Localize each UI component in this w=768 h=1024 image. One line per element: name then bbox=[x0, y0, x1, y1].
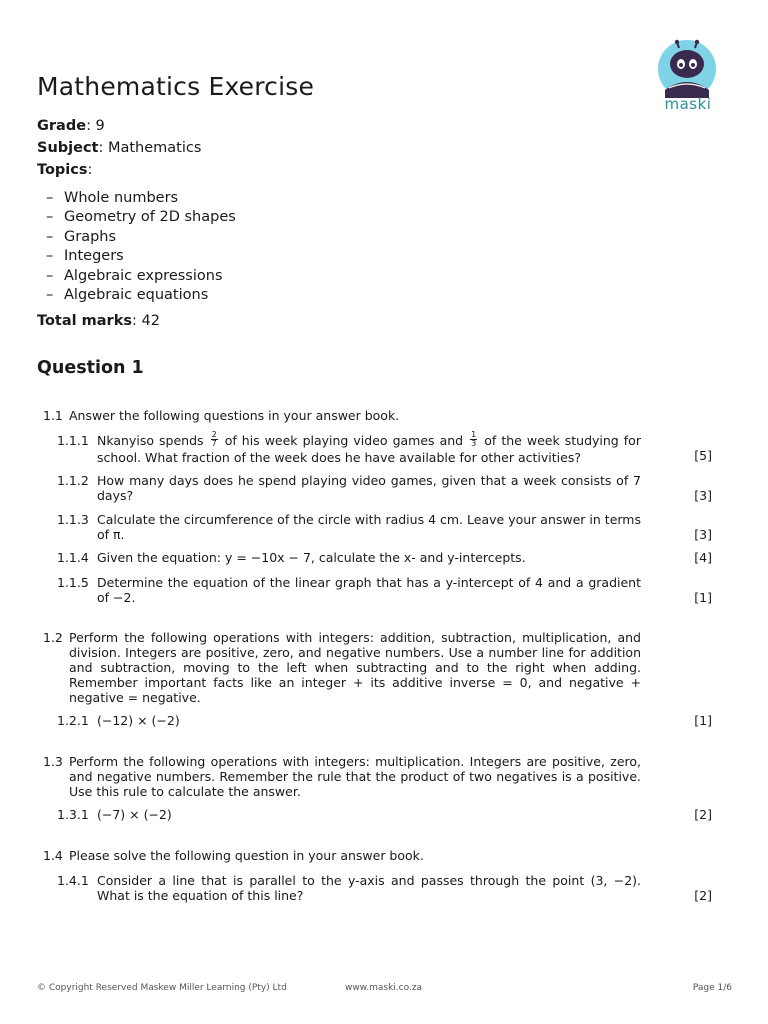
question-text: How many days does he spend playing video games, given that a week consists of 7 days? bbox=[97, 473, 641, 503]
section-text: Please solve the following question in your answer book. bbox=[69, 848, 424, 863]
fraction-one-third: $\frac{1}{3}$ bbox=[471, 430, 477, 448]
question-text: (−7) × (−2) bbox=[97, 807, 172, 822]
section-number: 1.3 bbox=[43, 754, 63, 769]
topics-line bbox=[37, 162, 92, 178]
question-text: Given the equation: y = −10x − 7, calculate the x- and y-intercepts. bbox=[97, 550, 526, 565]
footer-page-number: Page 1/6 bbox=[692, 983, 732, 993]
section-text: Perform the following operations with integers: addition, subtraction, multiplication, and division. Integers are positive, zero, and negative numbers. Use a number line for addition and subtraction, moving to the left when subtracting and to the right when adding. Remember important facts like an integer + its additive inverse = 0, and negative + negative = negative. bbox=[69, 630, 641, 705]
page-title: Mathematics Exercise bbox=[37, 72, 315, 101]
marks-badge: [4] bbox=[694, 550, 712, 565]
logo-wordmark: maski bbox=[664, 95, 712, 113]
question-heading: Question 1 bbox=[37, 358, 144, 378]
list-item: – Algebraic expressions bbox=[46, 267, 223, 284]
list-item: – Algebraic equations bbox=[46, 286, 209, 303]
marks-badge: [1] bbox=[694, 713, 712, 728]
question-number: 1.1.1 bbox=[57, 433, 89, 448]
list-item: – Geometry of 2D shapes bbox=[46, 209, 236, 226]
marks-badge: [2] bbox=[694, 807, 712, 822]
topics-colon: : bbox=[87, 162, 93, 178]
list-item: – Graphs bbox=[46, 228, 117, 245]
section-number: 1.1 bbox=[43, 408, 63, 423]
marks-badge: [3] bbox=[694, 527, 712, 542]
topics-label: Topics bbox=[37, 162, 88, 178]
maski-robot-icon bbox=[655, 38, 719, 98]
question-number: 1.3.1 bbox=[57, 807, 89, 822]
grade-line bbox=[37, 118, 105, 134]
grade-value: : 9 bbox=[86, 118, 105, 134]
subject-line bbox=[37, 140, 201, 156]
footer-copyright: © Copyright Reserved Maskew Miller Learning (Pty) Ltd bbox=[37, 983, 287, 993]
footer-url[interactable]: www.maski.co.za bbox=[345, 983, 423, 993]
question-number: 1.2.1 bbox=[57, 713, 89, 728]
marks-badge: [1] bbox=[694, 590, 712, 605]
grade-label: Grade bbox=[37, 118, 87, 134]
marks-badge: [5] bbox=[694, 448, 712, 463]
question-number: 1.4.1 bbox=[57, 873, 89, 888]
total-marks-label: Total marks bbox=[37, 313, 132, 329]
maski-logo bbox=[655, 38, 719, 116]
marks-badge: [2] bbox=[694, 888, 712, 903]
question-number: 1.1.5 bbox=[57, 575, 89, 590]
question-number: 1.1.4 bbox=[57, 550, 89, 565]
fraction-two-sevenths: $\frac{2}{7}$ bbox=[211, 430, 217, 448]
question-number: 1.1.2 bbox=[57, 473, 89, 488]
list-item: – Integers bbox=[46, 248, 124, 265]
section-number: 1.2 bbox=[43, 630, 63, 645]
marks-badge: [3] bbox=[694, 488, 712, 503]
total-marks-line bbox=[37, 313, 160, 329]
question-text: (−12) × (−2) bbox=[97, 713, 180, 728]
question-text: Consider a line that is parallel to the y-axis and passes through the point (3, −2). What is the equation of this line? bbox=[97, 873, 641, 903]
total-marks-value: : 42 bbox=[131, 313, 160, 329]
topics-list bbox=[46, 189, 236, 305]
section-number: 1.4 bbox=[43, 848, 63, 863]
section-text: Answer the following questions in your answer book. bbox=[69, 408, 400, 423]
question-text: Nkanyiso spends $\frac{2}{7}$ of his week playing video games and $\frac{1}{3}$ of the week studying for school. What fraction of the week does he have available for other activities? bbox=[97, 430, 641, 465]
question-number: 1.1.3 bbox=[57, 512, 89, 527]
list-item: – Whole numbers bbox=[46, 190, 179, 206]
subject-value: : Mathematics bbox=[98, 140, 202, 156]
subject-label: Subject bbox=[37, 140, 99, 156]
section-text: Perform the following operations with integers: multiplication. Integers are positive, zero, and negative numbers. Remember the rule that the product of two negatives is a positive. Use this rule to calculate the answer. bbox=[69, 754, 641, 799]
question-text: Calculate the circumference of the circle with radius 4 cm. Leave your answer in terms of π. bbox=[97, 512, 641, 542]
question-text: Determine the equation of the linear graph that has a y-intercept of 4 and a gradient of −2. bbox=[97, 575, 641, 605]
